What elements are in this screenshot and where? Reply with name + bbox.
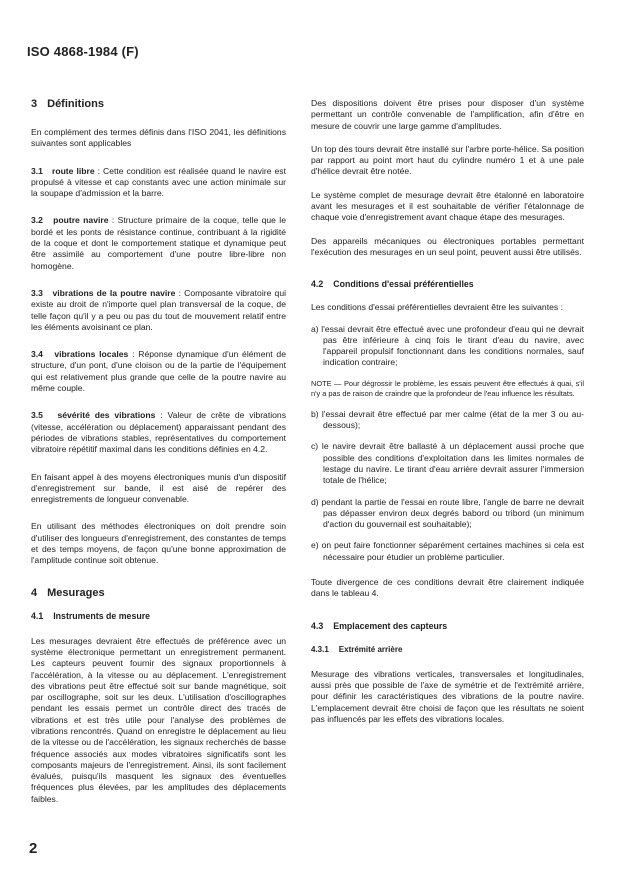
section-4-1-text: Les mesurages devraient être effectués de préférence avec un système électronique permettant un enregistrement permanent. Les capteurs peuvent fournir des signaux proportionnels à l'accélération, à la vitesse ou au déplacement. L'enregistrement des vibrations peut être effectué soit sur bande magnétique, soit par oscillographe, soit sur les deux. L'utilisation d'oscillographes pendant les essais permet un contrôle direct des tracés de vibrations et est très utile pour l'analyse des problèmes de vibrations rencontrés. Quand on enregistre le déplacement au lieu de la vitesse ou de l'accélération, les signaux recherchés de basse fréquence associés aux modes vibratoires significatifs sont les composants majeurs de l'enregistrement. Ainsi, ils sont facilement évalués, puisqu'ils masquent les signaux des éventuelles fréquences plus élevées, par les amplitudes des déplacements faibles.	[31, 635, 286, 804]
page-number: 2	[29, 840, 38, 857]
condition-item-e: e) on peut faire fonctionner séparément certaines machines si cela est nécessaire pour étudier un problème particulier.	[311, 540, 584, 562]
condition-item-d: d) pendant la partie de l'essai en route libre, l'angle de barre ne devrait pas dépasser environ deux degrés babord ou tribord (un minimum d'action du gouvernail est souhaitable);	[311, 496, 584, 530]
paragraph-shaft-marker: Un top des tours devrait être installé sur l'arbre porte-hélice. Sa position par rapport au point mort haut du cylindre numéro 1 et à une pale d'hélice devrait être notée.	[311, 143, 584, 177]
paragraph-electronic-recording: En faisant appel à des moyens électroniques munis d'un dispositif d'enregistrement sur bande, il est aisé de repérer des enregistrements de longueur convenable.	[31, 471, 286, 505]
section-4-3-1-text: Mesurage des vibrations verticales, transversales et longitudinales, aussi près que possible de l'axe de symétrie et de l'extrémité arrière, pour définir les caractéristiques des vibrations de la poutre navire. L'emplacement devrait être choisi de façon que les résultats ne soient pas influencés par les effets des vibrations locales.	[311, 668, 584, 724]
definition-3-5: 3.5 sévérité des vibrations : Valeur de crête de vibrations (vitesse, accélération ou déplacement) apparaissant pendant des périodes de vibrations stables, représentatives du comportement vibratoire répétitif maximal dans les conditions définies en 4.2.	[31, 410, 286, 455]
section-4-1-heading: 4.1 Instruments de mesure	[31, 610, 151, 621]
section-4-2-heading: 4.2 Conditions d'essai préférentielles	[311, 279, 474, 290]
paragraph-electronic-methods: En utilisant des méthodes électroniques on doit prendre soin d'utiliser des longueurs d'enregistrement, des constantes de temps et des temps moyens, de façon qu'une bonne approximation de l'amplitude continue soit obtenue.	[31, 521, 286, 566]
definition-3-4: 3.4 vibrations locales : Réponse dynamique d'un élément de structure, d'un pont, d'une cloison ou de la partie de l'équipement qui est relativement plus grande que celle de la poutre navire au même couple.	[31, 349, 286, 394]
section-4-2-intro: Les conditions d'essai préférentielles devraient être les suivantes :	[311, 302, 563, 313]
definition-3-1: 3.1 route libre : Cette condition est réalisée quand le navire est propulsé à vitesse et cap constants avec une action minimale sur la soupape d'admission et la barre.	[31, 165, 286, 199]
note-quay-tests: NOTE — Pour dégrossir le problème, les essais peuvent être effectués à quai, s'il n'y a pas de raison de craindre que la profondeur de l'eau influence les résultats.	[311, 378, 584, 398]
condition-item-c: c) le navire devrait être ballasté à un déplacement aussi proche que possible des conditions d'exploitation dans les limites normales de lestage du navire. Le tirant d'eau arrière devrait assurer l'immersion totale de l'hélice;	[311, 441, 584, 486]
definition-3-3: 3.3 vibrations de la poutre navire : Composante vibratoire qui existe au droit de n'importe quel plan transversal de la coque, de telle façon qu'il y a peu ou pas du tout de mouvement relatif entre les éléments avoisinant ce plan.	[31, 287, 287, 332]
paragraph-calibration: Le système complet de mesurage devrait être étalonné en laboratoire avant les mesurages et il est souhaitable de vérifier l'étalonnage de chaque voie d'enregistrement avant chaque étape des mesurages.	[311, 189, 584, 223]
definition-3-2: 3.2 poutre navire : Structure primaire de la coque, telle que le bordé et les ponts de résistance continue, contribuant à la rigidité de la coque et dont le comportement statique et dynamique peut être assimilé au comportement d'une poutre libre-libre non homogène.	[31, 215, 286, 271]
left-column	[31, 98, 286, 805]
right-column	[311, 98, 584, 725]
section-3-heading: 3 Définitions	[31, 98, 104, 110]
paragraph-divergence: Toute divergence de ces conditions devrait être clairement indiquée dans le tableau 4.	[311, 577, 584, 599]
condition-item-b: b) l'essai devrait être effectué par mer calme (état de la mer 3 ou au-dessous);	[311, 408, 584, 431]
paragraph-amplification: Des dispositions doivent être prises pour disposer d'un système permettant un contrôle convenable de l'amplification, afin d'être en mesure de couvrir une large gamme d'amplitudes.	[311, 98, 584, 131]
condition-item-a: a) l'essai devrait être effectué avec une profondeur d'eau qui ne devrait pas être inférieure à cinq fois le tirant d'eau du navire, avec l'appareil propulsif fonctionnant dans les conditions normales, sauf indication contraire;	[311, 323, 584, 368]
section-4-heading: 4 Mesurages	[31, 586, 105, 599]
page-header: ISO 4868-1984 (F)	[27, 44, 139, 59]
section-4-3-heading: 4.3 Emplacement des capteurs	[311, 620, 448, 631]
section-3-intro: En complément des termes définis dans l'ISO 2041, les définitions suivantes sont applicables	[31, 127, 286, 149]
paragraph-portable-devices: Des appareils mécaniques ou électroniques portables permettant l'exécution des mesurages en un seul point, peuvent aussi être utilisés.	[311, 235, 584, 257]
section-4-3-1-heading: 4.3.1 Extrémité arrière	[311, 644, 403, 654]
